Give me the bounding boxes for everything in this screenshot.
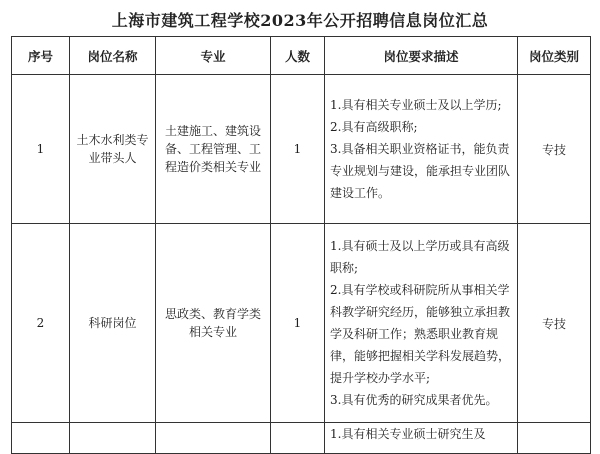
cell-category: 专技	[518, 75, 591, 224]
cell-requirements	[325, 224, 518, 423]
requirement-line: 3.具备相关职业资格证书，能负责专业规划与建设，能承担专业团队建设工作。	[330, 142, 511, 200]
cell-position: 土木水利类专业带头人	[70, 75, 156, 224]
cell-count: 1	[271, 224, 325, 423]
requirement-line: 2.具有高级职称;	[330, 120, 418, 134]
cell-no	[12, 423, 70, 454]
cell-major	[156, 423, 271, 454]
requirement-line: 1.具有硕士及以上学历或具有高级职称;	[330, 239, 510, 275]
table-row-partial	[12, 423, 591, 454]
table-row	[12, 224, 591, 423]
requirement-line: 1.具有相关专业硕士及以上学历;	[330, 98, 502, 112]
header-category: 岗位类别	[518, 37, 591, 75]
positions-table	[11, 36, 591, 454]
cell-category	[518, 423, 591, 454]
cell-position: 科研岗位	[70, 224, 156, 423]
table-header-row	[12, 37, 591, 75]
cell-requirements: 1.具有相关专业硕士研究生及	[325, 423, 518, 454]
cell-no: 2	[12, 224, 70, 423]
cell-count: 1	[271, 75, 325, 224]
cell-requirements	[325, 75, 518, 224]
cell-category: 专技	[518, 224, 591, 423]
cell-major: 思政类、教育学类相关专业	[156, 224, 271, 423]
cell-no: 1	[12, 75, 70, 224]
page-title: 上海市建筑工程学校2023年公开招聘信息岗位汇总	[111, 11, 489, 30]
requirement-line: 3.具有优秀的研究成果者优先。	[330, 393, 498, 407]
table-row	[12, 75, 591, 224]
header-requirements: 岗位要求描述	[325, 37, 518, 75]
cell-major: 土建施工、建筑设备、工程管理、工程造价类相关专业	[156, 75, 271, 224]
cell-position	[70, 423, 156, 454]
header-count: 人数	[271, 37, 325, 75]
header-no: 序号	[12, 37, 70, 75]
header-major: 专业	[156, 37, 271, 75]
cell-count	[271, 423, 325, 454]
header-position: 岗位名称	[70, 37, 156, 75]
requirement-line: 2.具有学校或科研院所从事相关学科教学研究经历，能够独立承担教学及科研工作；熟悉职业教育规律，能够把握相关学科发展趋势，提升学校办学水平;	[330, 283, 511, 385]
